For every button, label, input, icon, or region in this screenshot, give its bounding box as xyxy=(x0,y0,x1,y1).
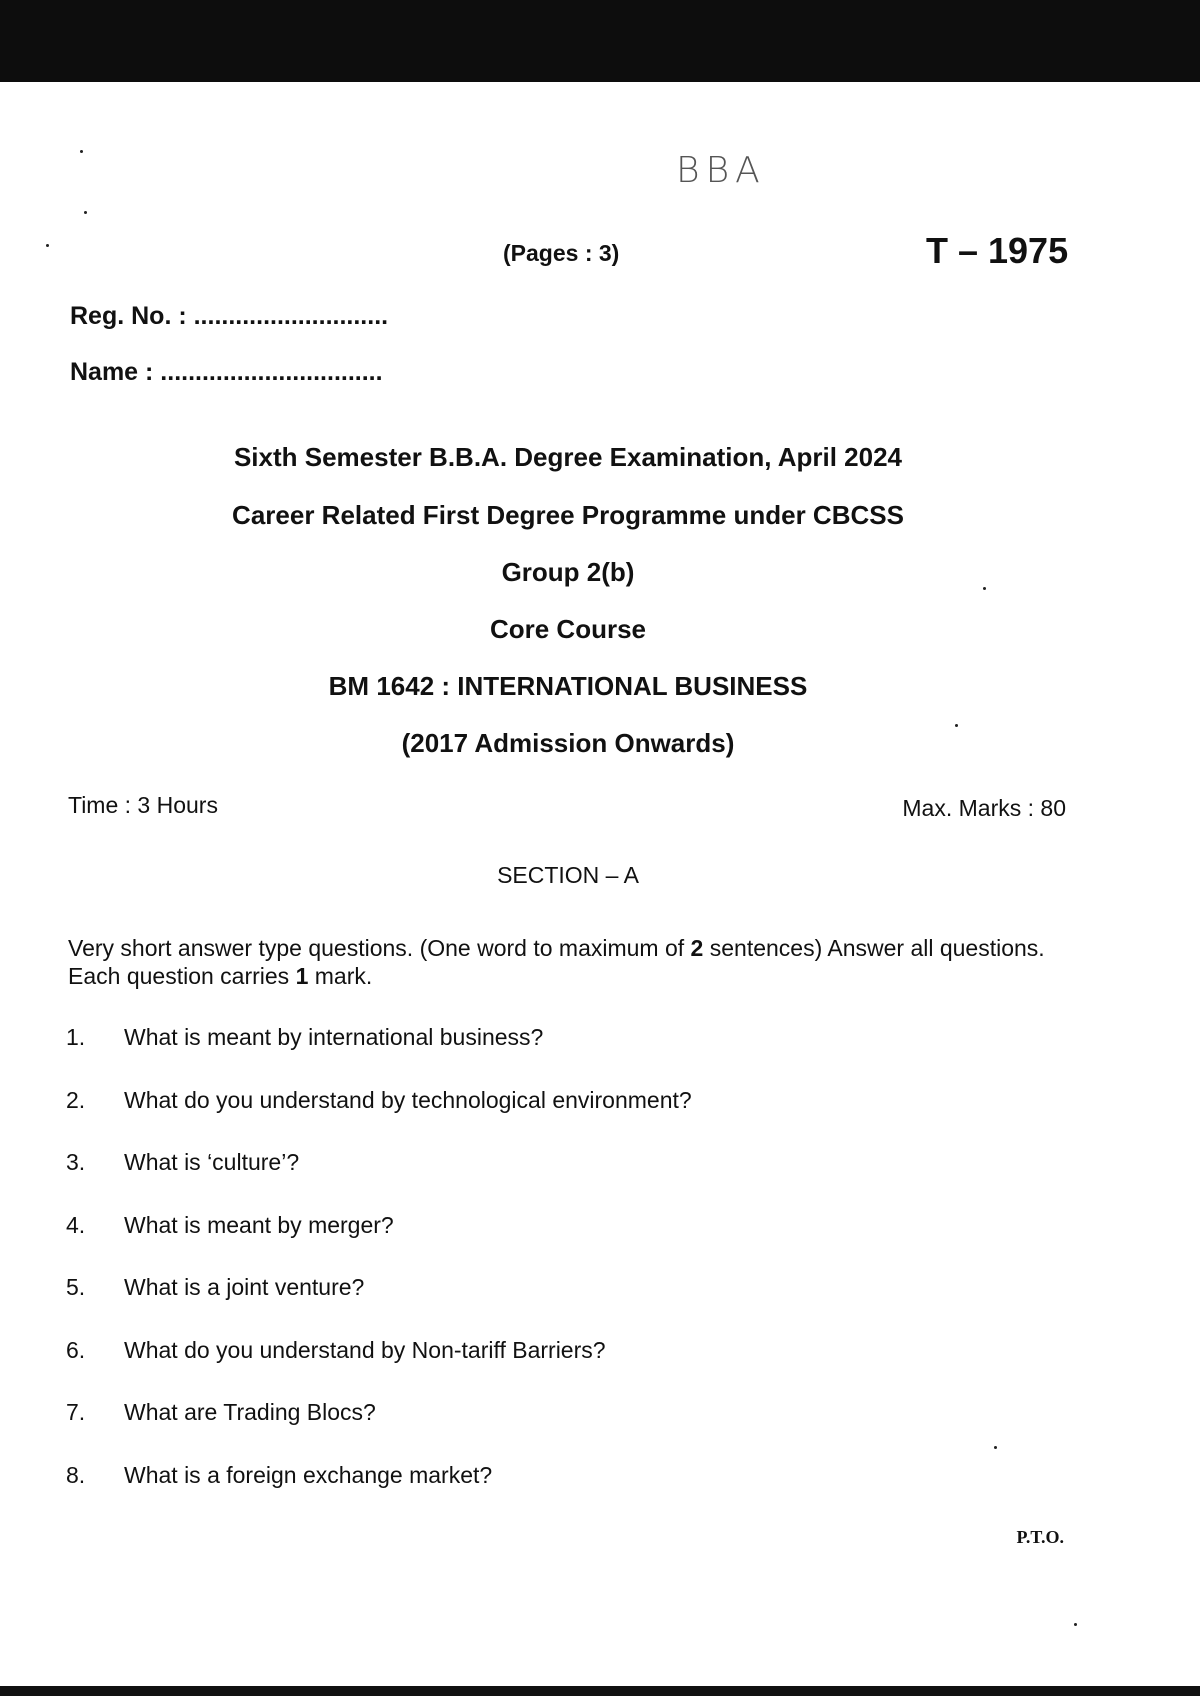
question-item: 1. What is meant by international business? xyxy=(66,1024,544,1050)
exam-time: Time : 3 Hours xyxy=(68,792,218,818)
group-title: Group 2(b) xyxy=(501,557,635,587)
question-item: 7. What are Trading Blocs? xyxy=(66,1399,376,1425)
scan-speck xyxy=(1074,1623,1077,1626)
question-item: 3. What is ‘culture’? xyxy=(66,1149,300,1175)
handwritten-note: BBA xyxy=(676,150,766,191)
scan-speck xyxy=(994,1446,997,1449)
scan-top-band xyxy=(0,0,1200,82)
scan-speck xyxy=(983,587,986,590)
section-heading: SECTION – A xyxy=(497,862,639,888)
admission-note: (2017 Admission Onwards) xyxy=(401,728,735,758)
reg-no-field: Reg. No. : ............................ xyxy=(70,302,389,330)
max-marks: Max. Marks : 80 xyxy=(902,795,1066,821)
scan-speck xyxy=(80,150,83,153)
question-item: 5. What is a joint venture? xyxy=(66,1274,365,1300)
programme-title: Career Related First Degree Programme under CBCSS xyxy=(232,500,904,530)
question-item: 6. What do you understand by Non-tariff Barriers? xyxy=(66,1337,606,1363)
question-item: 2. What do you understand by technological environment? xyxy=(66,1087,692,1113)
pto-note: P.T.O. xyxy=(1016,1527,1064,1547)
page-count: (Pages : 3) xyxy=(503,240,620,266)
scan-speck xyxy=(84,211,87,214)
paper-code: T – 1975 xyxy=(926,230,1069,271)
scan-speck xyxy=(955,724,958,727)
question-item: 8. What is a foreign exchange market? xyxy=(66,1462,493,1488)
section-instructions: Very short answer type questions. (One word to maximum of 2 sentences) Answer all questions. Each question carries 1 mark. xyxy=(68,935,1045,989)
scan-bottom-band xyxy=(0,1686,1200,1696)
exam-title: Sixth Semester B.B.A. Degree Examination, April 2024 xyxy=(233,442,903,472)
scan-speck xyxy=(46,244,49,247)
name-field: Name : ................................ xyxy=(70,358,383,386)
course-type: Core Course xyxy=(489,614,647,644)
course-title: BM 1642 : INTERNATIONAL BUSINESS xyxy=(328,671,808,701)
question-item: 4. What is meant by merger? xyxy=(66,1212,394,1238)
